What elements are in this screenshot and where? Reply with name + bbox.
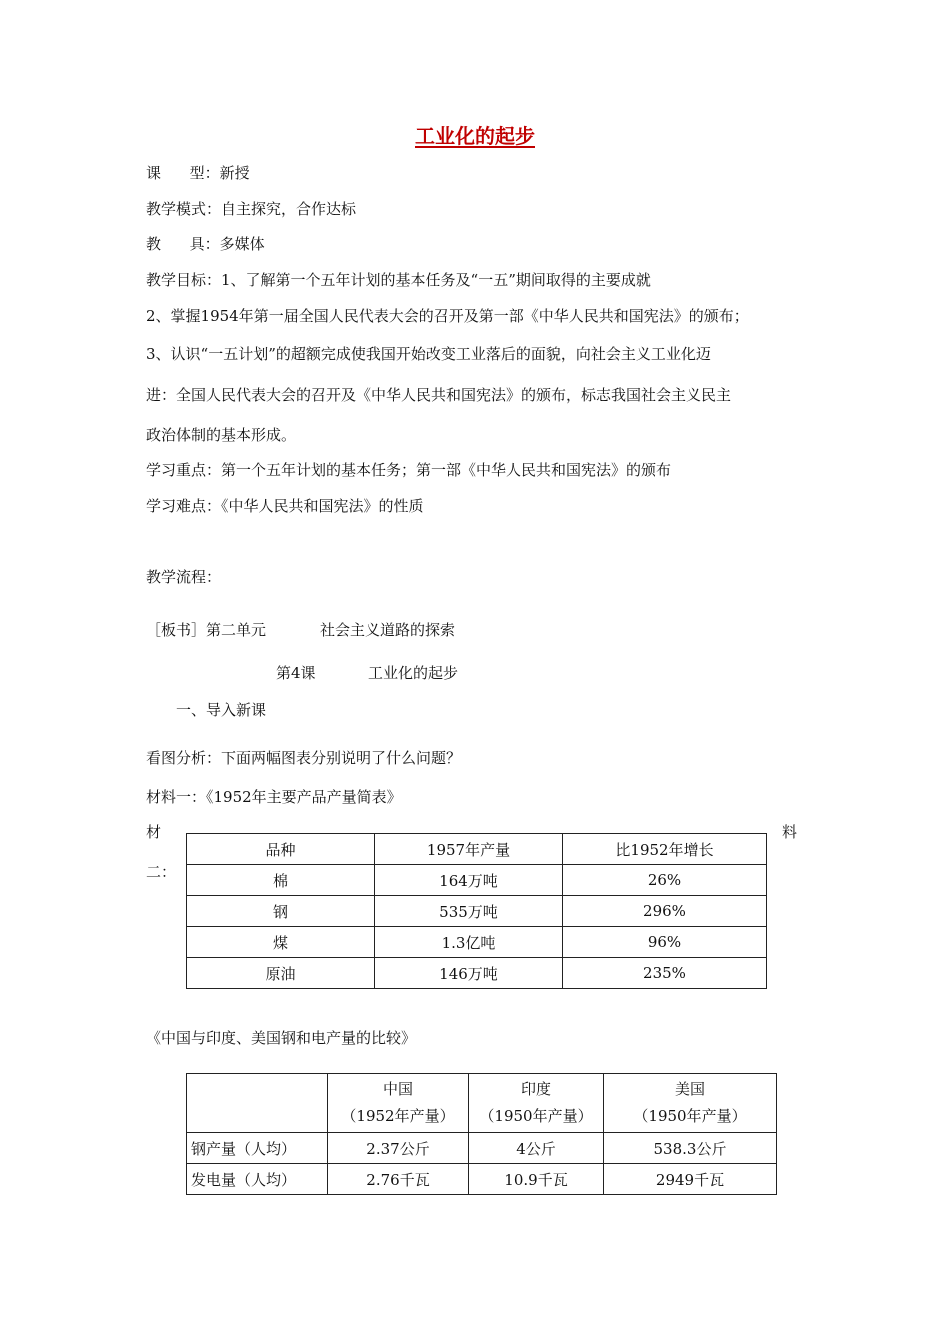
table-cell: 4公斤	[469, 1133, 604, 1164]
header-cell: 1957年产量	[375, 834, 563, 865]
material-2-char-3: 料	[782, 823, 798, 841]
difficulty: 学习难点：《中华人民共和国宪法》的性质	[146, 497, 424, 515]
teaching-tools	[146, 234, 265, 254]
row-label: 钢产量（人均）	[187, 1133, 328, 1164]
goal-line-5: 政治体制的基本形成。	[146, 426, 297, 444]
table-cell: 2.76千瓦	[328, 1164, 469, 1195]
flow-label: 教学流程：	[146, 568, 222, 586]
table-row	[187, 927, 767, 958]
table-cell: 2949千瓦	[604, 1164, 777, 1195]
header-year: （1950年产量）	[479, 1107, 593, 1125]
table-cell: 煤	[187, 927, 375, 958]
header-country: 中国	[382, 1080, 413, 1098]
material-2-char-1: 材	[146, 823, 162, 841]
table-header-row	[187, 834, 767, 865]
goal-line-3: 3、认识“一五计划”的超额完成使我国开始改变工业落后的面貌，向社会主义工业化迈	[146, 345, 711, 363]
table-header-row	[187, 1074, 777, 1133]
goal-line-1: 教学目标：1、了解第一个五年计划的基本任务及“一五”期间取得的主要成就	[146, 271, 651, 289]
table-row	[187, 865, 767, 896]
mode-label: 教学模式：	[146, 200, 222, 218]
table-cell: 235%	[563, 958, 767, 989]
lesson-number: 第4课	[276, 664, 316, 682]
tool-label: 教 具：	[146, 235, 220, 253]
header-cell: 品种	[187, 834, 375, 865]
section-heading: 一、导入新课	[176, 701, 267, 719]
type-label: 课 型：	[146, 164, 220, 182]
table-cell: 钢	[187, 896, 375, 927]
table-cell: 96%	[563, 927, 767, 958]
header-cell	[328, 1074, 469, 1133]
table-cell: 535万吨	[375, 896, 563, 927]
tool-value: 多媒体	[219, 235, 265, 253]
header-cell: 比1952年增长	[563, 834, 767, 865]
lesson-type	[146, 163, 250, 183]
key-point: 学习重点：第一个五年计划的基本任务；第一部《中华人民共和国宪法》的颁布	[146, 461, 672, 479]
table-cell: 296%	[563, 896, 767, 927]
header-country: 美国	[674, 1080, 705, 1098]
mode-value: 自主探究，合作达标	[221, 200, 357, 218]
table-cell: 2.37公斤	[328, 1133, 469, 1164]
lesson-title: 工业化的起步	[368, 664, 459, 682]
header-year: （1950年产量）	[633, 1107, 747, 1125]
header-cell	[469, 1074, 604, 1133]
table-cell: 164万吨	[375, 865, 563, 896]
table-cell: 10.9千瓦	[469, 1164, 604, 1195]
teaching-mode	[146, 199, 356, 219]
comparison-table	[186, 1073, 777, 1195]
table-cell: 538.3公斤	[604, 1133, 777, 1164]
table-cell: 1.3亿吨	[375, 927, 563, 958]
goal-line-2: 2、掌握1954年第一届全国人民代表大会的召开及第一部《中华人民共和国宪法》的颁布；	[146, 307, 749, 325]
row-label: 发电量（人均）	[187, 1164, 328, 1195]
table-cell: 棉	[187, 865, 375, 896]
material-1: 材料一：《1952年主要产品产量简表》	[146, 788, 402, 806]
question: 看图分析：下面两幅图表分别说明了什么问题？	[146, 749, 462, 767]
board-unit-title: 社会主义道路的探索	[320, 621, 456, 639]
goal-line-4: 进：全国人民代表大会的召开及《中华人民共和国宪法》的颁布，标志我国社会主义民主	[146, 386, 732, 404]
table-cell: 146万吨	[375, 958, 563, 989]
table-row	[187, 958, 767, 989]
table-cell: 原油	[187, 958, 375, 989]
header-country: 印度	[520, 1080, 551, 1098]
table-row	[187, 1133, 777, 1164]
header-cell	[604, 1074, 777, 1133]
table-row	[187, 896, 767, 927]
table-cell: 26%	[563, 865, 767, 896]
page-title: 工业化的起步	[415, 124, 535, 148]
board-unit: ［板书］第二单元	[146, 621, 267, 639]
empty-corner-cell	[187, 1074, 328, 1133]
type-value: 新授	[219, 164, 250, 182]
material-2-char-2: 二：	[146, 863, 177, 881]
table2-caption: 《中国与印度、美国钢和电产量的比较》	[146, 1029, 417, 1047]
header-year: （1952年产量）	[341, 1107, 455, 1125]
table-row	[187, 1164, 777, 1195]
production-table	[186, 833, 767, 989]
